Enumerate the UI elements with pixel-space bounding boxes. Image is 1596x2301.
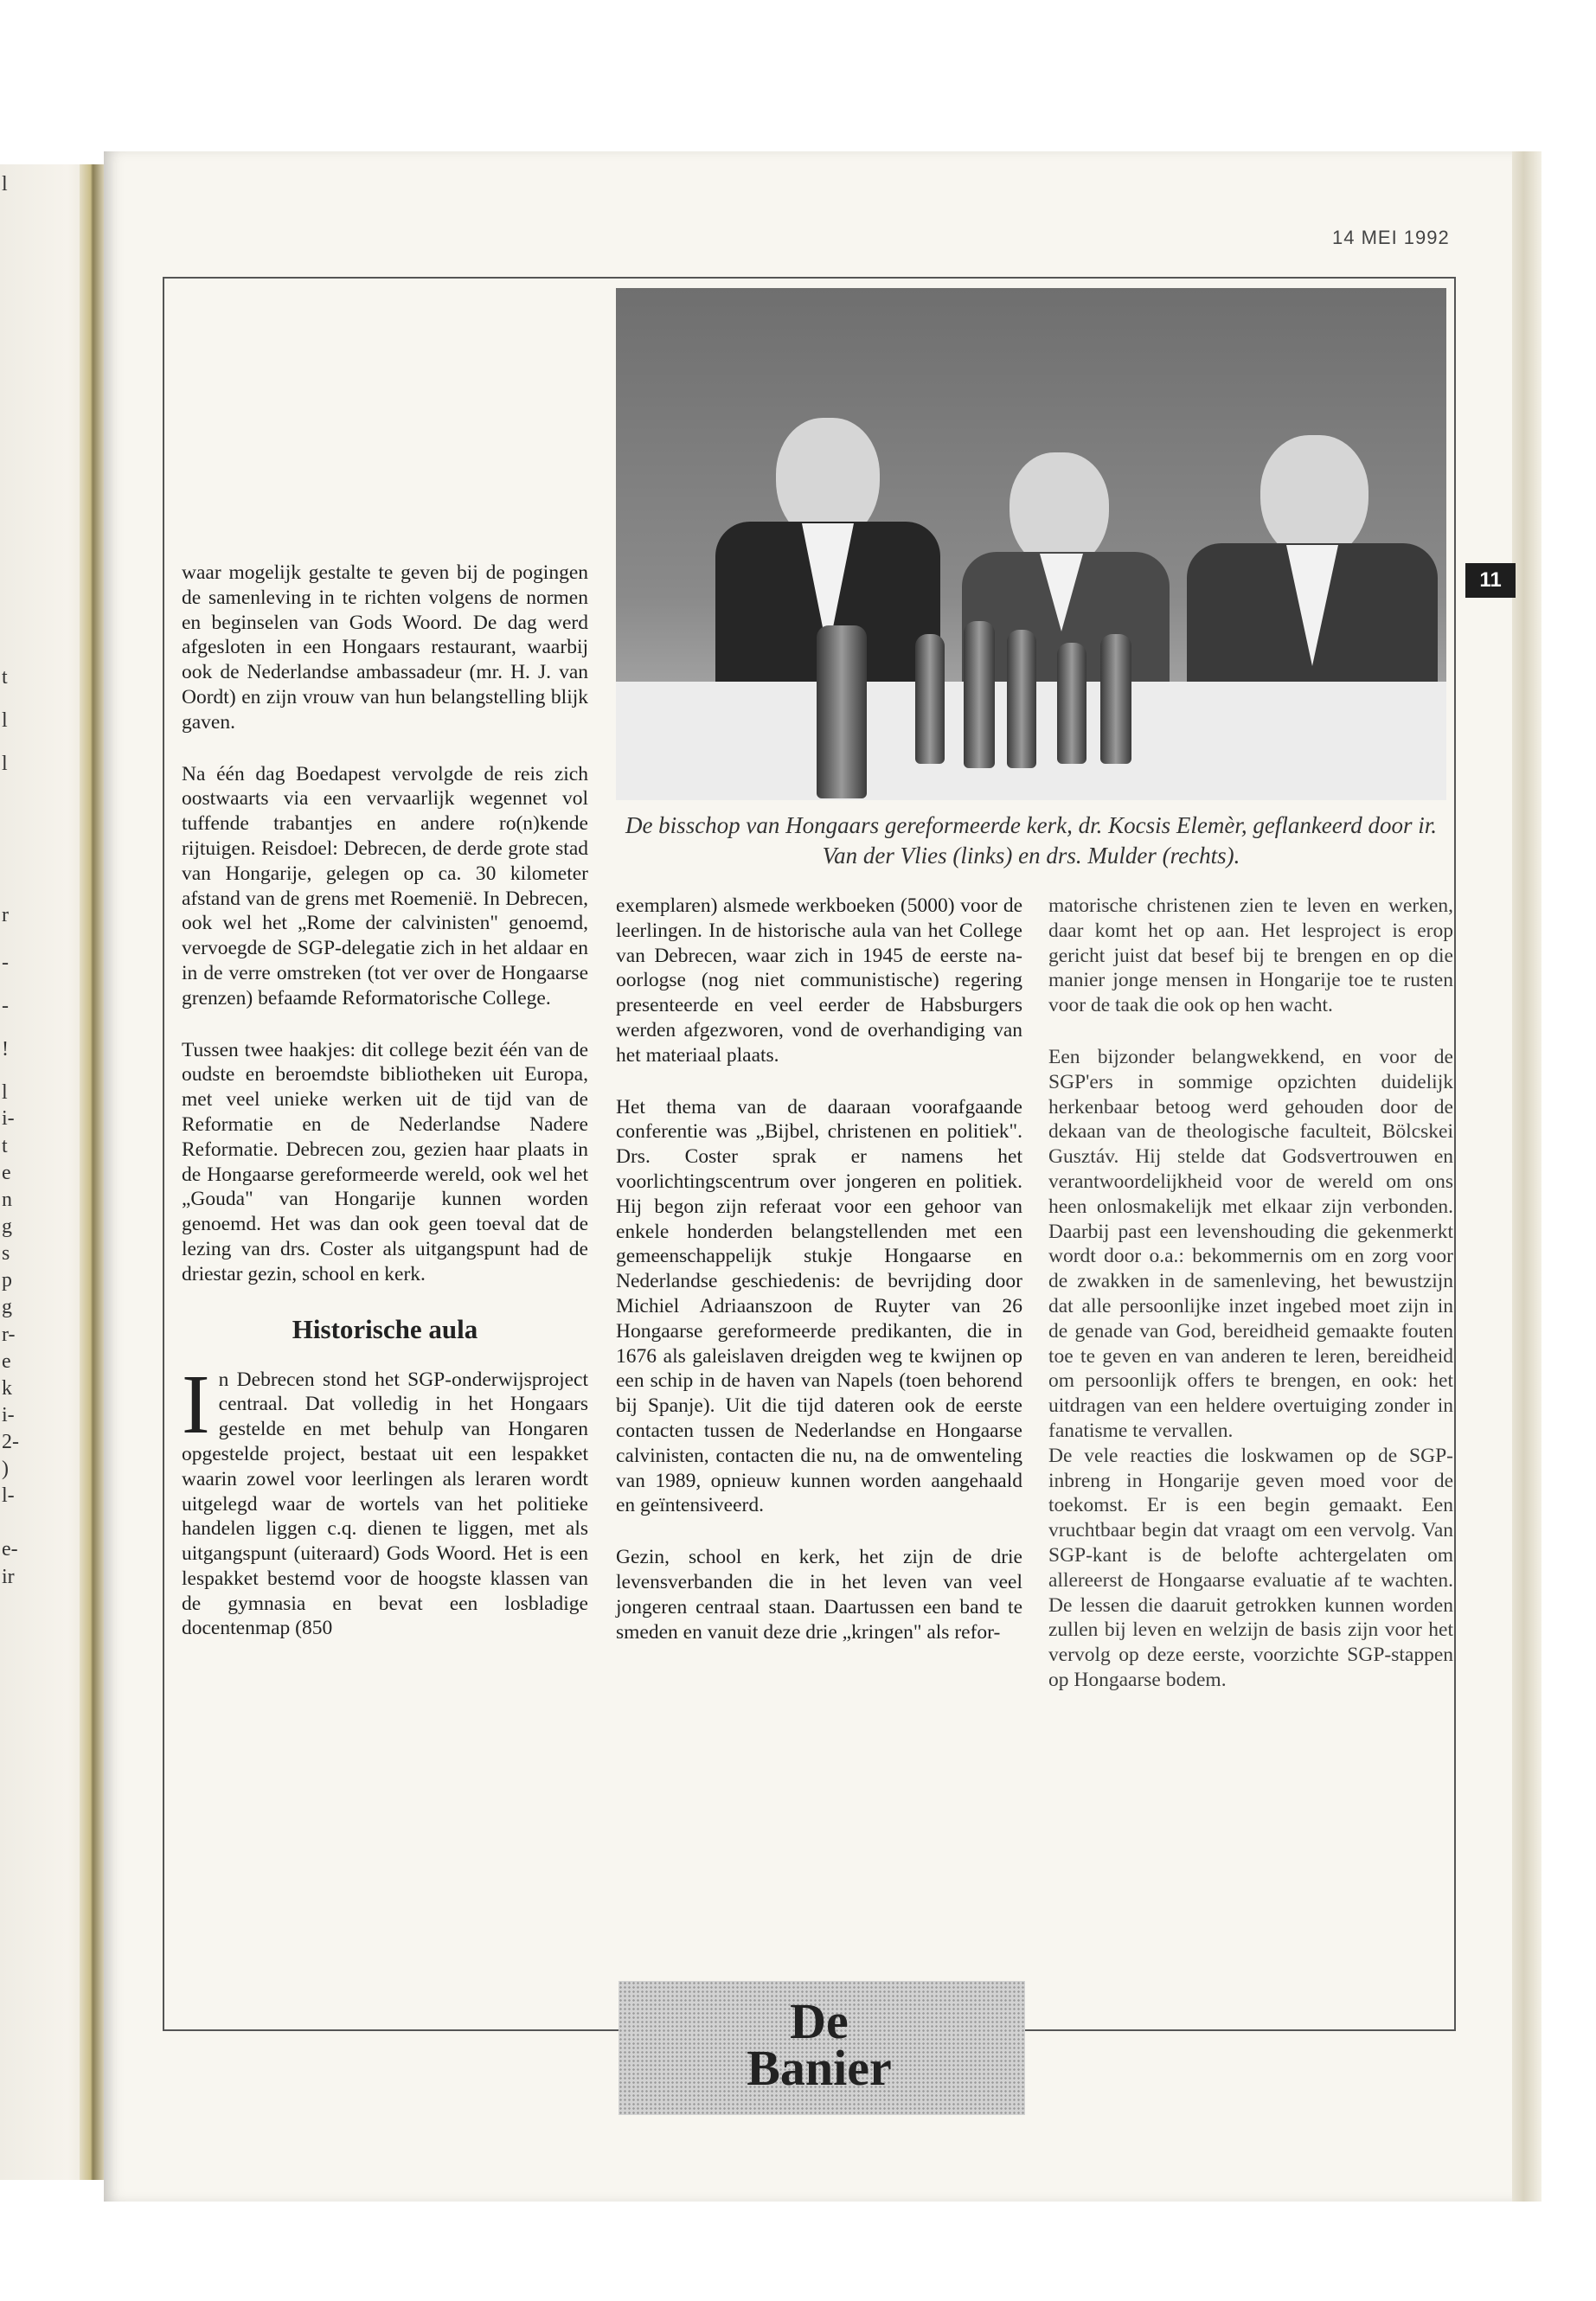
stray-letter: r- <box>2 1324 16 1346</box>
stray-letter: k <box>2 1377 12 1400</box>
bottle <box>1057 643 1086 764</box>
bottle <box>915 634 945 764</box>
stray-letter: ! <box>2 1038 9 1061</box>
book-spine <box>80 164 104 2180</box>
stray-letter: ir <box>2 1566 15 1588</box>
issue-date: 14 MEI 1992 <box>1332 227 1450 248</box>
stray-letter: 2- <box>2 1431 19 1453</box>
bottle <box>1007 630 1036 768</box>
page-edge-right <box>1512 151 1542 2202</box>
bottle <box>964 621 995 768</box>
column-2 <box>616 894 1022 1644</box>
page-number-tab: 11 <box>1465 563 1516 598</box>
previous-page-stray-letters <box>2 173 19 2076</box>
stray-letter: i- <box>2 1404 15 1426</box>
photo-caption: De bisschop van Hongaars gereformeerde kerk, dr. Kocsis Elemèr, geflankeerd door ir. Van der Vlies (links) en drs. Mulder (rechts). <box>625 812 1438 868</box>
stray-letter: g <box>2 1215 12 1238</box>
logo-line-1: De <box>790 1993 849 2049</box>
paragraph: Tussen twee haakjes: dit college bezit één van de oudste en beroemdste bibliotheken uit Europa, met veel unieke werken uit de tijd van de Reformatie en de Nederlandse Nadere Reformatie. Debrecen zou, gezien haar plaats in de Hongaarse gereformeerde wereld, ook wel het „Gouda" van Hongarije kunnen worden genoemd. Het was dan ook geen toeval dat de lezing van drs. Coster als uitgangspunt had de driestar gezin, school en kerk. <box>182 1038 588 1285</box>
stray-letter: n <box>2 1189 12 1211</box>
stray-letter: l <box>2 709 8 732</box>
stray-letter: g <box>2 1296 12 1318</box>
bottle <box>1100 634 1131 764</box>
bottle <box>817 625 867 798</box>
paragraph: matorische christenen zien te leven en werken, daar komt het op aan. Het lesproject is erop gericht juist dat besef bij te brengen en op die manier jonge mensen in Hongarije toe te rusten voor de taak die ook op hen wacht. <box>1048 894 1453 1017</box>
stray-letter: l- <box>2 1484 15 1507</box>
section-heading: Historische aula <box>292 1313 478 1344</box>
stray-letter: l <box>2 1081 8 1104</box>
paragraph-text: n Debrecen stond het SGP-onderwijsproject centraal. Dat volledig in het Hongaars gestelde en met behulp van Hongaren opgestelde project, bestaat uit een lespakket waarin zowel voor leerlingen als leraren wordt uitgelegd waar de wortels van het politieke handelen liggen c.q. dienen te liggen, met als uitgangspunt (uiteraard) Gods Woord. Het is een lespakket bestemd voor de hoogste klassen van de gymnasia en bevat een losbladige docentenmap (850 <box>182 1368 588 1640</box>
paragraph: waar mogelijk gestalte te geven bij de pogingen de samenleving in te richten volgens de normen en beginselen van Gods Woord. De dag werd afgesloten in een Hongaars restaurant, waarbij ook de Nederlandse ambassadeur (mr. H. J. van Oordt) en zijn vrouw van hun belangstelling blijk gaven. <box>182 561 588 734</box>
stray-letter: i- <box>2 1107 15 1130</box>
paragraph-dropcap <box>182 1357 588 1642</box>
stray-letter: s <box>2 1242 10 1265</box>
de-banier-logo <box>715 1993 923 2096</box>
stray-letter: e- <box>2 1538 18 1561</box>
column-3 <box>1048 894 1453 1693</box>
logo-line-2: Banier <box>747 2040 892 2096</box>
stray-letter: e <box>2 1162 11 1184</box>
paragraph: Een bijzonder belangwekkend, en voor de SGP'ers in sommige opzichten duidelijk herkenbaar betoog werd gehouden door de dekaan van de theologische faculteit, Bölcskei Gusztáv. Hij stelde dat Godsvertrouwen en verantwoordelijkheid voor de wereld om ons heen onlosmakelijk met elkaar zijn verbonden. Daarbij past een levenshouding die gekenmerkt wordt door o.a.: bekommernis om en zorg voor de zwakken in de samenleving, het bewustzijn dat alle persoonlijke inzet ingebed moet zijn in de genade van God, bereidheid gemaakte fouten toe te geven en van anderen te leren, bereidheid om persoonlijk offers te brengen, en ook: het uitdragen van een heldere overtuiging zonder in fanatisme te vervallen. <box>1048 1045 1453 1442</box>
stray-letter: e <box>2 1350 11 1373</box>
photo-three-men-at-table <box>616 288 1446 800</box>
stray-letter: l <box>2 173 8 195</box>
paragraph: Na één dag Boedapest vervolgde de reis zich oostwaarts via een vervaarlijk wegennet vol tuffende trabantjes en andere ro(n)kende rijtuigen. Reisdoel: Debrecen, de derde grote stad van Hongarije, gelegen op ca. 30 kilometer afstand van de grens met Roemenië. In Debrecen, ook wel het „Rome der calvinisten" genoemd, vervoegde de SGP-delegatie zich in het aldaar en in de verre omstreken (tot ver over de Hongaarse grenzen) befaamde Reformatorische College. <box>182 762 588 1009</box>
drop-cap: I <box>182 1357 210 1452</box>
paragraph: exemplaren) alsmede werkboeken (5000) voor de leerlingen. In de historische aula van het College van Debrecen, waar zich in 1945 de eerste na-oorlogse (nog niet communistische) regering presenteerde en veel eerder de Habsburgers werden afgezworen, vond de overhandiging van het materiaal plaats. <box>616 894 1022 1067</box>
paragraph: De vele reacties die loskwamen op de SGP-inbreng in Hongarije geven moed voor de toekomst. Er is een begin gemaakt. Een vruchtbaar begin dat vraagt om een vervolg. Van SGP-kant is de belofte achtergelaten om allereerst de Hongaarse evaluatie af te wachten. De lessen die daaruit getrokken kunnen worden zullen bij leven en welzijn de basis zijn voor het vervolg op deze eerste, voorzichte SGP-stappen op Hongaarse bodem. <box>1048 1444 1453 1691</box>
stray-letter: r <box>2 904 9 926</box>
stray-letter: t <box>2 1135 8 1157</box>
stray-letter: p <box>2 1269 12 1292</box>
stray-letter: l <box>2 753 8 775</box>
paragraph: Het thema van de daaraan voorafgaande conferentie was „Bijbel, christenen en politiek". Drs. Coster sprak er namens het voorlichtingscentrum over jongeren en politiek. Hij begon zijn referaat voor een gehoor van enkele honderden belangstellenden met een gemeenschappelijk stukje Hongaarse en Nederlandse geschiedenis: de bevrijding door Michiel Adriaanszoon de Ruyter van 26 Hongaarse gereformeerde predikanten, die in 1676 als galeislaven dreigden weg te kwijnen op een schip in de haven van Napels (toen behorend bij Spanje). Uit die tijd dateren ook de eerste contacten tussen de Nederlandse en Hongaarse calvinisten, contacten die nu, na de omwenteling van 1989, opnieuw kunnen worden aangehaald en geïntensiveerd. <box>616 1095 1022 1517</box>
column-1 <box>182 561 588 1641</box>
stray-letter: t <box>2 666 8 689</box>
paragraph: Gezin, school en kerk, het zijn de drie levensverbanden die in het leven van veel jongeren centraal staan. Daartussen een band te smeden en vanuit deze drie „kringen" als refor- <box>616 1546 1022 1644</box>
stray-letter: - <box>2 995 9 1017</box>
de-banier-logo-box <box>619 1981 1025 2115</box>
stray-letter: - <box>2 952 9 974</box>
stray-letter: ) <box>2 1458 9 1480</box>
